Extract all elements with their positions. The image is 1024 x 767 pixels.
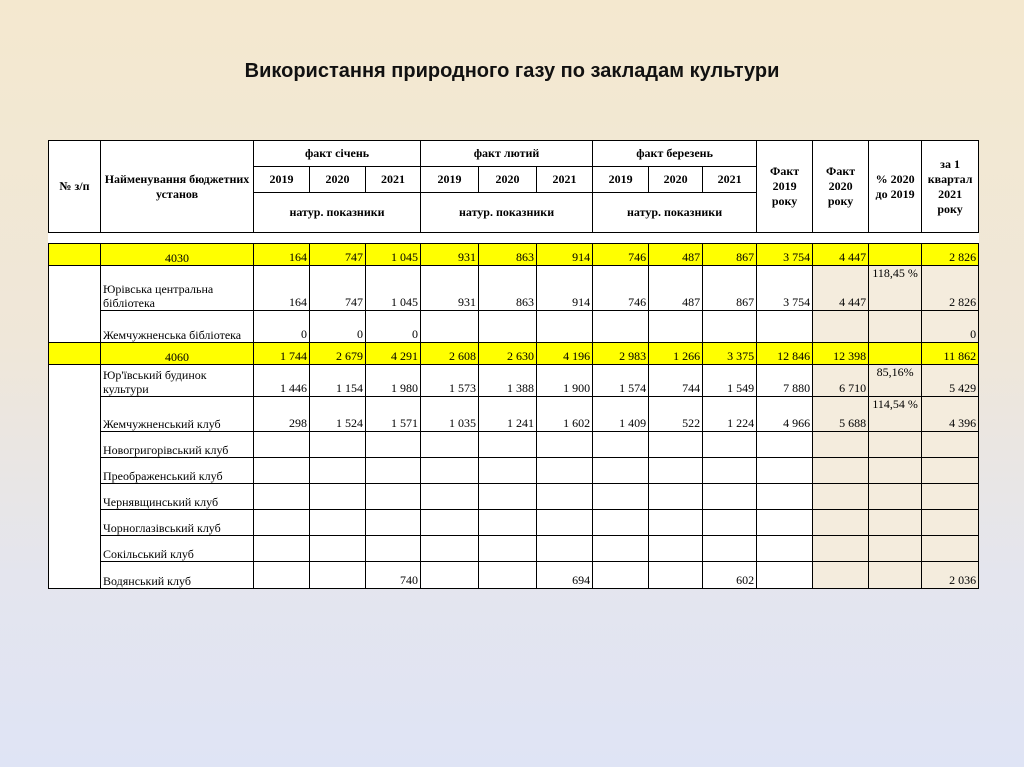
subtotal-row bbox=[49, 244, 979, 266]
value-cell bbox=[366, 536, 421, 562]
value-cell bbox=[757, 432, 813, 458]
table-row bbox=[49, 365, 979, 397]
institution-name: Преображенський клуб bbox=[101, 458, 254, 484]
value-cell bbox=[649, 562, 703, 589]
table-row bbox=[49, 458, 979, 484]
value-cell bbox=[757, 484, 813, 510]
value-cell bbox=[254, 536, 310, 562]
value-cell bbox=[649, 458, 703, 484]
value-cell bbox=[254, 484, 310, 510]
value-cell: 1 045 bbox=[366, 266, 421, 311]
value-cell bbox=[366, 510, 421, 536]
subtotal-cell: 12 398 bbox=[813, 343, 869, 365]
header-month: факт березень bbox=[593, 141, 757, 167]
table-row bbox=[49, 266, 979, 311]
value-cell bbox=[703, 484, 757, 510]
value-cell: 914 bbox=[537, 266, 593, 311]
value-cell bbox=[757, 536, 813, 562]
gas-usage-table bbox=[48, 140, 979, 589]
value-cell: 1 388 bbox=[479, 365, 537, 397]
subtotal-code: 4030 bbox=[101, 244, 254, 266]
value-cell bbox=[310, 484, 366, 510]
subtotal-row bbox=[49, 343, 979, 365]
value-cell: 602 bbox=[703, 562, 757, 589]
header-year: 2021 bbox=[366, 167, 421, 193]
header-month: факт лютий bbox=[421, 141, 593, 167]
value-cell bbox=[813, 562, 869, 589]
table-row bbox=[49, 397, 979, 432]
value-cell bbox=[813, 458, 869, 484]
value-cell bbox=[649, 432, 703, 458]
value-cell bbox=[649, 536, 703, 562]
value-cell bbox=[254, 562, 310, 589]
value-cell bbox=[813, 536, 869, 562]
value-cell: 1 980 bbox=[366, 365, 421, 397]
value-cell bbox=[922, 458, 979, 484]
value-cell bbox=[813, 311, 869, 343]
value-cell: 1 900 bbox=[537, 365, 593, 397]
value-cell bbox=[537, 432, 593, 458]
value-cell bbox=[649, 510, 703, 536]
value-cell bbox=[421, 562, 479, 589]
page-title: Використання природного газу по закладам культури bbox=[244, 60, 780, 82]
value-cell bbox=[479, 536, 537, 562]
value-cell: 4 447 bbox=[813, 266, 869, 311]
subtotal-cell: 4 447 bbox=[813, 244, 869, 266]
header-year: 2019 bbox=[254, 167, 310, 193]
institution-name: Юрівська центральна бібліотека bbox=[101, 266, 254, 311]
value-cell: 1 035 bbox=[421, 397, 479, 432]
subtotal-cell: 2 608 bbox=[421, 343, 479, 365]
value-cell: 694 bbox=[537, 562, 593, 589]
header-fact-2020: Факт 2020 року bbox=[813, 141, 869, 233]
value-cell: 3 754 bbox=[757, 266, 813, 311]
value-cell: 2 826 bbox=[922, 266, 979, 311]
header-q1: за 1 квартал 2021 року bbox=[922, 141, 979, 233]
table-body bbox=[49, 244, 979, 589]
subtotal-cell: 1 266 bbox=[649, 343, 703, 365]
value-cell bbox=[537, 510, 593, 536]
value-cell bbox=[366, 432, 421, 458]
value-cell: 0 bbox=[366, 311, 421, 343]
value-cell bbox=[813, 510, 869, 536]
value-cell bbox=[593, 458, 649, 484]
value-cell bbox=[593, 562, 649, 589]
header-year: 2019 bbox=[421, 167, 479, 193]
value-cell bbox=[421, 484, 479, 510]
institution-name: Чорноглазівський клуб bbox=[101, 510, 254, 536]
subtotal-cell: 746 bbox=[593, 244, 649, 266]
value-cell: 1 549 bbox=[703, 365, 757, 397]
institution-name: Новогригорівський клуб bbox=[101, 432, 254, 458]
value-cell bbox=[421, 432, 479, 458]
value-cell bbox=[421, 458, 479, 484]
header-fact-2019: Факт 2019 року bbox=[757, 141, 813, 233]
value-cell bbox=[366, 458, 421, 484]
row-num bbox=[49, 266, 101, 343]
header-units: натур. показники bbox=[254, 193, 421, 233]
value-cell bbox=[869, 510, 922, 536]
value-cell bbox=[254, 432, 310, 458]
value-cell bbox=[869, 311, 922, 343]
value-cell bbox=[649, 311, 703, 343]
institution-name: Жемчужненський клуб bbox=[101, 397, 254, 432]
subtotal-cell: 164 bbox=[254, 244, 310, 266]
value-cell bbox=[537, 484, 593, 510]
value-cell: 6 710 bbox=[813, 365, 869, 397]
value-cell bbox=[254, 458, 310, 484]
subtotal-cell: 11 862 bbox=[922, 343, 979, 365]
value-cell bbox=[922, 484, 979, 510]
value-cell: 5 429 bbox=[922, 365, 979, 397]
value-cell bbox=[922, 510, 979, 536]
value-cell: 1 409 bbox=[593, 397, 649, 432]
subtotal-cell: 3 754 bbox=[757, 244, 813, 266]
subtotal-cell: 931 bbox=[421, 244, 479, 266]
value-cell: 85,16% bbox=[869, 365, 922, 397]
value-cell: 2 036 bbox=[922, 562, 979, 589]
row-num bbox=[49, 244, 101, 266]
value-cell: 4 966 bbox=[757, 397, 813, 432]
value-cell bbox=[869, 432, 922, 458]
subtotal-cell: 12 846 bbox=[757, 343, 813, 365]
value-cell bbox=[703, 311, 757, 343]
value-cell: 1 602 bbox=[537, 397, 593, 432]
value-cell: 1 241 bbox=[479, 397, 537, 432]
value-cell bbox=[869, 562, 922, 589]
table-row bbox=[49, 536, 979, 562]
value-cell: 746 bbox=[593, 266, 649, 311]
institution-name: Юр'ївський будинок культури bbox=[101, 365, 254, 397]
value-cell: 522 bbox=[649, 397, 703, 432]
value-cell bbox=[869, 484, 922, 510]
subtotal-cell: 2 826 bbox=[922, 244, 979, 266]
value-cell: 0 bbox=[922, 311, 979, 343]
institution-name: Водянський клуб bbox=[101, 562, 254, 589]
table-row bbox=[49, 510, 979, 536]
header-units: натур. показники bbox=[593, 193, 757, 233]
value-cell: 4 396 bbox=[922, 397, 979, 432]
header-units: натур. показники bbox=[421, 193, 593, 233]
table-row bbox=[49, 484, 979, 510]
value-cell bbox=[757, 510, 813, 536]
value-cell: 0 bbox=[254, 311, 310, 343]
value-cell: 7 880 bbox=[757, 365, 813, 397]
subtotal-cell: 863 bbox=[479, 244, 537, 266]
subtotal-cell: 487 bbox=[649, 244, 703, 266]
value-cell: 0 bbox=[310, 311, 366, 343]
header-month: факт січень bbox=[254, 141, 421, 167]
value-cell bbox=[366, 484, 421, 510]
value-cell bbox=[813, 432, 869, 458]
value-cell bbox=[479, 432, 537, 458]
value-cell bbox=[593, 311, 649, 343]
value-cell bbox=[703, 536, 757, 562]
subtotal-cell bbox=[869, 244, 922, 266]
value-cell bbox=[593, 432, 649, 458]
value-cell bbox=[757, 311, 813, 343]
value-cell bbox=[479, 484, 537, 510]
value-cell bbox=[310, 432, 366, 458]
value-cell bbox=[649, 484, 703, 510]
value-cell: 1 571 bbox=[366, 397, 421, 432]
value-cell bbox=[537, 458, 593, 484]
subtotal-cell: 747 bbox=[310, 244, 366, 266]
value-cell: 740 bbox=[366, 562, 421, 589]
header-year: 2021 bbox=[703, 167, 757, 193]
value-cell bbox=[593, 484, 649, 510]
value-cell: 931 bbox=[421, 266, 479, 311]
subtotal-cell: 3 375 bbox=[703, 343, 757, 365]
value-cell bbox=[703, 432, 757, 458]
header-percent: % 2020 до 2019 bbox=[869, 141, 922, 233]
value-cell bbox=[537, 536, 593, 562]
value-cell: 118,45 % bbox=[869, 266, 922, 311]
value-cell: 298 bbox=[254, 397, 310, 432]
value-cell: 867 bbox=[703, 266, 757, 311]
subtotal-cell: 4 196 bbox=[537, 343, 593, 365]
value-cell bbox=[479, 311, 537, 343]
value-cell bbox=[254, 510, 310, 536]
subtotal-cell: 914 bbox=[537, 244, 593, 266]
subtotal-cell: 4 291 bbox=[366, 343, 421, 365]
value-cell bbox=[310, 536, 366, 562]
value-cell: 1 524 bbox=[310, 397, 366, 432]
subtotal-code: 4060 bbox=[101, 343, 254, 365]
row-num bbox=[49, 343, 101, 365]
value-cell bbox=[922, 536, 979, 562]
header-year: 2020 bbox=[479, 167, 537, 193]
value-cell bbox=[421, 311, 479, 343]
value-cell bbox=[757, 458, 813, 484]
value-cell bbox=[479, 562, 537, 589]
value-cell: 164 bbox=[254, 266, 310, 311]
institution-name: Чернявщинський клуб bbox=[101, 484, 254, 510]
value-cell bbox=[537, 311, 593, 343]
value-cell bbox=[593, 510, 649, 536]
table-row bbox=[49, 311, 979, 343]
value-cell: 1 154 bbox=[310, 365, 366, 397]
value-cell: 744 bbox=[649, 365, 703, 397]
value-cell bbox=[310, 562, 366, 589]
value-cell bbox=[813, 484, 869, 510]
value-cell bbox=[310, 510, 366, 536]
value-cell bbox=[703, 510, 757, 536]
subtotal-cell: 2 630 bbox=[479, 343, 537, 365]
subtotal-cell: 867 bbox=[703, 244, 757, 266]
value-cell bbox=[310, 458, 366, 484]
value-cell: 5 688 bbox=[813, 397, 869, 432]
value-cell bbox=[869, 536, 922, 562]
subtotal-cell: 2 983 bbox=[593, 343, 649, 365]
header-year: 2020 bbox=[310, 167, 366, 193]
value-cell: 1 573 bbox=[421, 365, 479, 397]
header-year: 2019 bbox=[593, 167, 649, 193]
value-cell bbox=[593, 536, 649, 562]
header-name: Найменування бюджетних установ bbox=[101, 141, 254, 233]
value-cell bbox=[479, 458, 537, 484]
institution-name: Жемчужненська бібліотека bbox=[101, 311, 254, 343]
value-cell bbox=[421, 536, 479, 562]
subtotal-cell: 1 744 bbox=[254, 343, 310, 365]
subtotal-cell: 1 045 bbox=[366, 244, 421, 266]
header-num: № з/п bbox=[49, 141, 101, 233]
value-cell bbox=[703, 458, 757, 484]
value-cell bbox=[922, 432, 979, 458]
value-cell bbox=[421, 510, 479, 536]
header-year: 2020 bbox=[649, 167, 703, 193]
institution-name: Сокільський клуб bbox=[101, 536, 254, 562]
value-cell: 114,54 % bbox=[869, 397, 922, 432]
subtotal-cell: 2 679 bbox=[310, 343, 366, 365]
subtotal-cell bbox=[869, 343, 922, 365]
table-row bbox=[49, 432, 979, 458]
value-cell bbox=[479, 510, 537, 536]
value-cell: 1 224 bbox=[703, 397, 757, 432]
value-cell bbox=[869, 458, 922, 484]
value-cell: 863 bbox=[479, 266, 537, 311]
value-cell bbox=[757, 562, 813, 589]
header-year: 2021 bbox=[537, 167, 593, 193]
value-cell: 1 574 bbox=[593, 365, 649, 397]
value-cell: 487 bbox=[649, 266, 703, 311]
value-cell: 747 bbox=[310, 266, 366, 311]
value-cell: 1 446 bbox=[254, 365, 310, 397]
row-num bbox=[49, 365, 101, 589]
table-row bbox=[49, 562, 979, 589]
